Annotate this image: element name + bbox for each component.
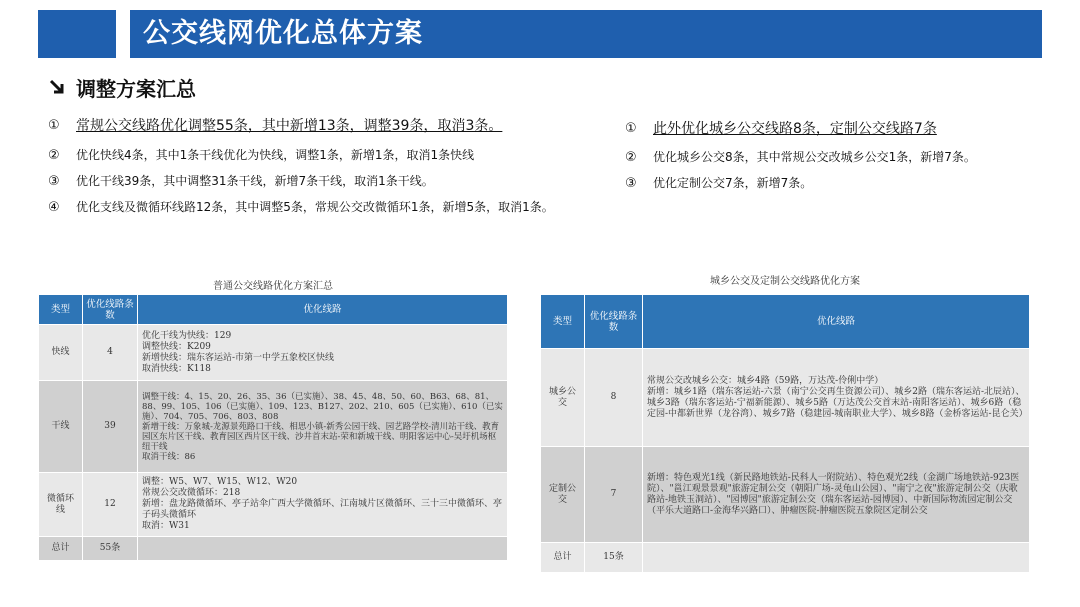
table-row — [39, 381, 508, 473]
count-cell: 8 — [585, 349, 643, 447]
right-summary-list — [625, 121, 1055, 196]
left-summary-list — [48, 118, 588, 233]
list-text: 优化城乡公交8条，其中常规公交改城乡公交1条，新增7条。 — [653, 150, 976, 164]
list-item — [48, 148, 474, 163]
list-number: ③ — [48, 174, 60, 189]
list-item — [625, 150, 976, 165]
list-number: ② — [625, 150, 637, 165]
routes-cell: 调整干线：4、15、20、26、35、36（已实施）、38、45、48、50、60、B63、68、81、88、99、105、106（已实施）、109、123、B127、202、210、605（已实施）、610（已实施）、704、705、706、803、808 新增干线：万象城-龙源景苑路口干线、相思小镇-新秀公园干线、园艺路学校-清川站干线、教育园区东片区干线、教育园区西片区干线、沙井首末站-荣和新城干线、明阳客运中心-吴圩机场枢纽干线 取消干线：86 — [138, 381, 508, 473]
arrow-down-right-icon — [48, 78, 66, 96]
column-header: 优化线路条数 — [83, 295, 138, 325]
header-accent-block — [38, 10, 116, 58]
table-caption: 城乡公交及定制公交线路优化方案 — [710, 276, 860, 287]
type-cell: 定制公交 — [541, 447, 585, 543]
type-cell: 微循环线 — [39, 473, 83, 537]
regular-bus-table — [38, 294, 508, 561]
count-cell: 7 — [585, 447, 643, 543]
list-item — [48, 200, 568, 215]
rural-custom-bus-table — [540, 294, 1030, 573]
column-header: 类型 — [541, 295, 585, 349]
routes-cell: 常规公交改城乡公交：城乡4路（59路，万达茂-伶俐中学） 新增：城乡1路（瑞东客运站-六景（南宁公交再生资源公司）、城乡2路（瑞东客运站-北辰站）、城乡3路（瑞东客运站-宁福新能源）、城乡5路（万达茂公交首末站-南阳客运站）、城乡6路（稳定园-中都新世界（龙谷湾）、城乡7路（稳建园-城南职业大学）、城乡8路（金桥客运站-昆仑关） — [643, 349, 1030, 447]
table-caption: 普通公交线路优化方案汇总 — [213, 281, 333, 292]
list-text: 优化干线39条，其中调整31条干线，新增7条干线，取消1条干线。 — [76, 174, 434, 188]
type-cell: 总计 — [541, 543, 585, 573]
type-cell: 快线 — [39, 325, 83, 381]
count-cell: 55条 — [83, 537, 138, 561]
table-row — [541, 349, 1030, 447]
column-header: 优化线路 — [643, 295, 1030, 349]
list-number: ① — [625, 121, 637, 136]
count-cell: 4 — [83, 325, 138, 381]
routes-cell: 新增：特色观光1线（新民路地铁站-民科人一附院站）、特色观光2线（金湖广场地铁站-923医院）、"邕江观景景观"旅游定制公交（朝阳广场-灵龟山公园）、"南宁之夜"旅游定制公交（庆歌路站-地铁玉洞站）、"园博园"旅游定制公交（瑞东客运站-园博园）、中新国际物流园定制公交（平乐大道路口-金海华兴路口）、肿瘤医院-肿瘤医院五象院区定制公交 — [643, 447, 1030, 543]
type-cell: 总计 — [39, 537, 83, 561]
count-cell: 39 — [83, 381, 138, 473]
list-number: ② — [48, 148, 60, 163]
list-item — [48, 118, 502, 135]
routes-cell: 优化干线为快线：129 调整快线：K209 新增快线：瑞东客运站-市第一中学五象校区快线 取消快线：K118 — [138, 325, 508, 381]
list-text: 此外优化城乡公交线路8条，定制公交线路7条 — [653, 121, 937, 137]
list-item — [48, 174, 434, 189]
list-number: ① — [48, 118, 60, 133]
column-header: 优化线路条数 — [585, 295, 643, 349]
count-cell: 15条 — [585, 543, 643, 573]
page-title: 公交线网优化总体方案 — [143, 18, 423, 49]
list-text: 常规公交线路优化调整55条，其中新增13条，调整39条，取消3条。 — [76, 118, 503, 134]
count-cell: 12 — [83, 473, 138, 537]
type-cell: 城乡公交 — [541, 349, 585, 447]
list-item — [625, 121, 937, 138]
routes-cell: 调整：W5、W7、W15、W12、W20 常规公交改微循环：218 新增：盘龙路微循环、亭子站伞广西大学微循环、江南城片区微循环、三十三中微循环、亭子码头微循环 取消：W31 — [138, 473, 508, 537]
list-text: 优化定制公交7条，新增7条。 — [653, 176, 813, 190]
table-header-row — [39, 295, 508, 325]
table-row — [541, 543, 1030, 573]
list-item — [625, 176, 812, 191]
list-text: 优化支线及微循环线路12条，其中调整5条，常规公交改微循环1条，新增5条，取消1条。 — [76, 200, 554, 214]
section-title: 调整方案汇总 — [76, 76, 196, 101]
list-number: ③ — [625, 176, 637, 191]
table-row — [39, 325, 508, 381]
table-row — [39, 537, 508, 561]
column-header: 类型 — [39, 295, 83, 325]
type-cell: 干线 — [39, 381, 83, 473]
column-header: 优化线路 — [138, 295, 508, 325]
table-header-row — [541, 295, 1030, 349]
list-number: ④ — [48, 200, 60, 215]
table-row — [39, 473, 508, 537]
routes-cell — [643, 543, 1030, 573]
routes-cell — [138, 537, 508, 561]
table-row — [541, 447, 1030, 543]
section-heading — [48, 73, 196, 101]
list-text: 优化快线4条，其中1条干线优化为快线，调整1条，新增1条，取消1条快线 — [76, 148, 475, 162]
